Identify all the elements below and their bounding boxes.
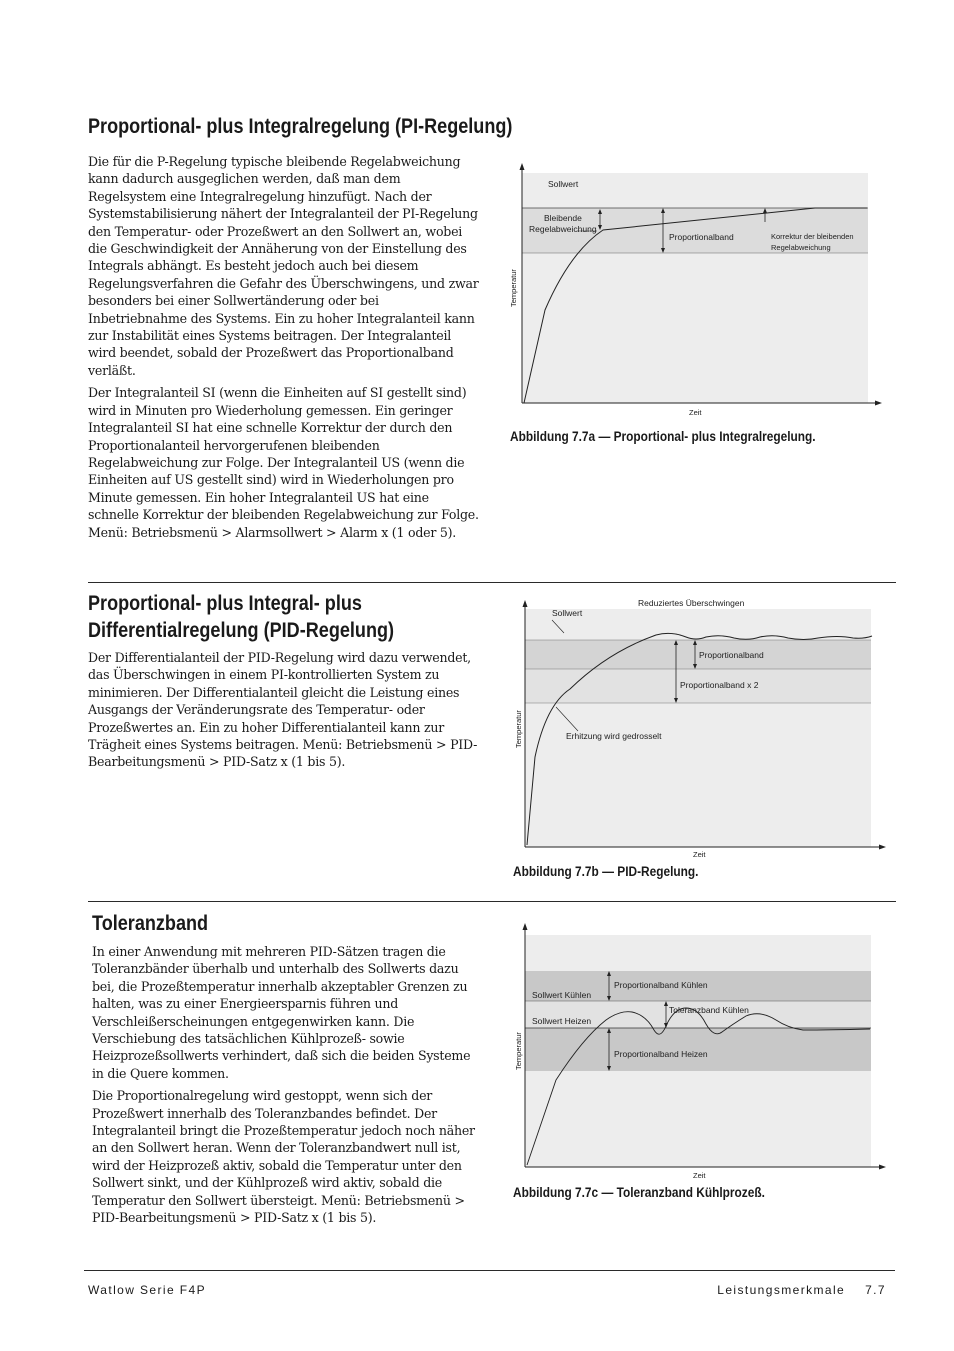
x-axis-arrow [875, 401, 882, 406]
section-text-toleranzband [92, 943, 482, 1232]
label-tb-kuehlen: Toleranzband Kühlen [669, 1005, 749, 1015]
paragraph: In einer Anwendung mit mehreren PID-Sätzen tragen die Toleranzbänder überhalb und unterhalb des Sollwerts dazu bei, die Prozeßtemperatur innerhalb akzeptabler Grenzen zu halten, was zu einer Energieersparnis führen und Verschleißerscheinungen entgegenwirken kann. Die Verschiebung des tatsächlichen Kühlprozeß- sowie Heizprozeßsollwerts verhindert, daß sich die beiden Systeme in die Quere kommen. [92, 944, 471, 1081]
figure-pid-chart [508, 597, 892, 859]
label-proportionalband: Proportionalband [699, 650, 764, 660]
y-axis-label: Temperatur [509, 269, 518, 307]
section-divider [88, 901, 896, 902]
section-title-pid-line1: Proportional- plus Integral- plus [88, 592, 362, 615]
x-axis-label: Zeit [689, 408, 702, 417]
y-axis-arrow [523, 600, 528, 607]
label-sollwert: Sollwert [552, 608, 583, 618]
section-title-pi: Proportional- plus Integralregelung (PI-Regelung) [88, 115, 513, 138]
paragraph: Die Proportionalregelung wird gestoppt, wenn sich der Prozeßwert innerhalb des Toleranzbandes befindet. Der Integralanteil bringt die Prozeßtemperatur jedoch noch näher an den Sollwert heran. Wenn der Toleranzbandwert null ist, wird der Heizprozeß aktiv, sobald die Temperatur unter den Sollwert sinkt, und der Kühlprozeß wird aktiv, sobald die Temperatur den Sollwert übersteigt. Menü: Betriebsmenü > PID-Bearbeitungsmenü > PID-Satz x (1 bis 5). [92, 1088, 475, 1226]
footer-left: Watlow Serie F4P [88, 1283, 206, 1297]
figure-caption-pid: Abbildung 7.7b — PID-Regelung. [513, 864, 699, 879]
label-erhitzung: Erhitzung wird gedrosselt [566, 731, 662, 741]
label-sollwert: Sollwert [548, 179, 579, 189]
label-bleibende: Bleibende [544, 213, 582, 223]
section-text-pid [88, 649, 480, 776]
label-sollwert-heizen: Sollwert Heizen [532, 1016, 592, 1026]
section-divider [88, 582, 896, 583]
x-axis-label: Zeit [693, 1171, 706, 1180]
section-title-pid-line2: Differentialregelung (PID-Regelung) [88, 619, 395, 642]
label-sollwert-kuehlen: Sollwert Kühlen [532, 990, 592, 1000]
x-axis-label: Zeit [693, 850, 706, 859]
paragraph: Der Integralanteil SI (wenn die Einheiten auf SI gestellt sind) wird in Minuten pro Wiederholung gemessen. Ein geringer Integralanteil SI hat eine schnelle Korrektur der durch den Proportionalanteil hervorgerufenen bleibenden Regelabweichung zur Folge. Der Integralanteil US (wenn die Einheiten auf US gestellt sind) wird in Wiederholungen pro Minute gemessen. Ein hoher Integralanteil US hat eine schnelle Korrektur der bleibenden Regelabweichung zur Folge. Menü: Betriebsmenü > Alarmsollwert > Alarm x (1 oder 5). [88, 385, 479, 540]
footer-rule [84, 1270, 895, 1271]
figure-toleranzband-chart [508, 920, 892, 1182]
label-regelabweichung: Regelabweichung [529, 224, 597, 234]
footer-section-label: Leistungsmerkmale [717, 1283, 846, 1297]
footer-page-number: 7.7 [865, 1283, 886, 1297]
x-axis-arrow [879, 1165, 886, 1170]
figure-caption-toleranzband: Abbildung 7.7c — Toleranzband Kühlprozeß. [513, 1185, 765, 1200]
figure-caption-pi: Abbildung 7.7a — Proportional- plus Integralregelung. [510, 429, 816, 444]
label-korrektur: Korrektur der bleibenden [771, 232, 854, 241]
label-proportionalband: Proportionalband [669, 232, 734, 242]
section-text-pi [88, 153, 480, 546]
figure-pi-chart [505, 160, 890, 420]
section-title-toleranzband: Toleranzband [92, 912, 209, 935]
label-korrektur-2: Regelabweichung [771, 243, 831, 252]
y-axis-label: Temperatur [514, 710, 523, 748]
y-axis-arrow [523, 923, 528, 930]
label-pb-heizen: Proportionalband Heizen [614, 1049, 708, 1059]
y-axis-arrow [520, 163, 525, 170]
paragraph: Der Differentialanteil der PID-Regelung wird dazu verwendet, das Überschwingen in einem PI-kontrollierten System zu minimieren. Der Differentialanteil gleicht die Leistung eines Ausgangs der Veränderungsrate des Temperatur- oder Prozeßwertes an. Ein zu hoher Differentialanteil kann zur Trägheit eines Systems beitragen. Menü: Betriebsmenü > PID-Bearbeitungsmenü > PID-Satz x (1 bis 5). [88, 650, 478, 770]
paragraph: Die für die P-Regelung typische bleibende Regelabweichung kann dadurch ausgeglichen werden, daß man dem Regelsystem eine Integralregelung hinzufügt. Nach der Systemstabilisierung nähert der Integralanteil der PI-Regelung den Temperatur- oder Prozeßwert an den Sollwert an, wobei die Geschwindigkeit der Annäherung von der Einstellung des Integrals abhängt. Es besteht jedoch auch bei diesem Regelungsverfahren die Gefahr des Überschwingens, und zwar besonders bei einer Sollwertänderung oder bei Inbetriebnahme des Systems. Ein zu hoher Integralanteil kann zur Instabilität eines Systems beitragen. Der Integralanteil wird beendet, sobald der Prozeßwert das Proportionalband verläßt. [88, 154, 479, 378]
y-axis-label: Temperatur [514, 1032, 523, 1070]
label-proportionalband-x2: Proportionalband x 2 [680, 680, 759, 690]
x-axis-arrow [879, 845, 886, 850]
label-reduziertes: Reduziertes Überschwingen [638, 598, 745, 608]
label-pb-kuehlen: Proportionalband Kühlen [614, 980, 708, 990]
footer-right [717, 1283, 886, 1297]
proportional-band-region [525, 640, 871, 669]
